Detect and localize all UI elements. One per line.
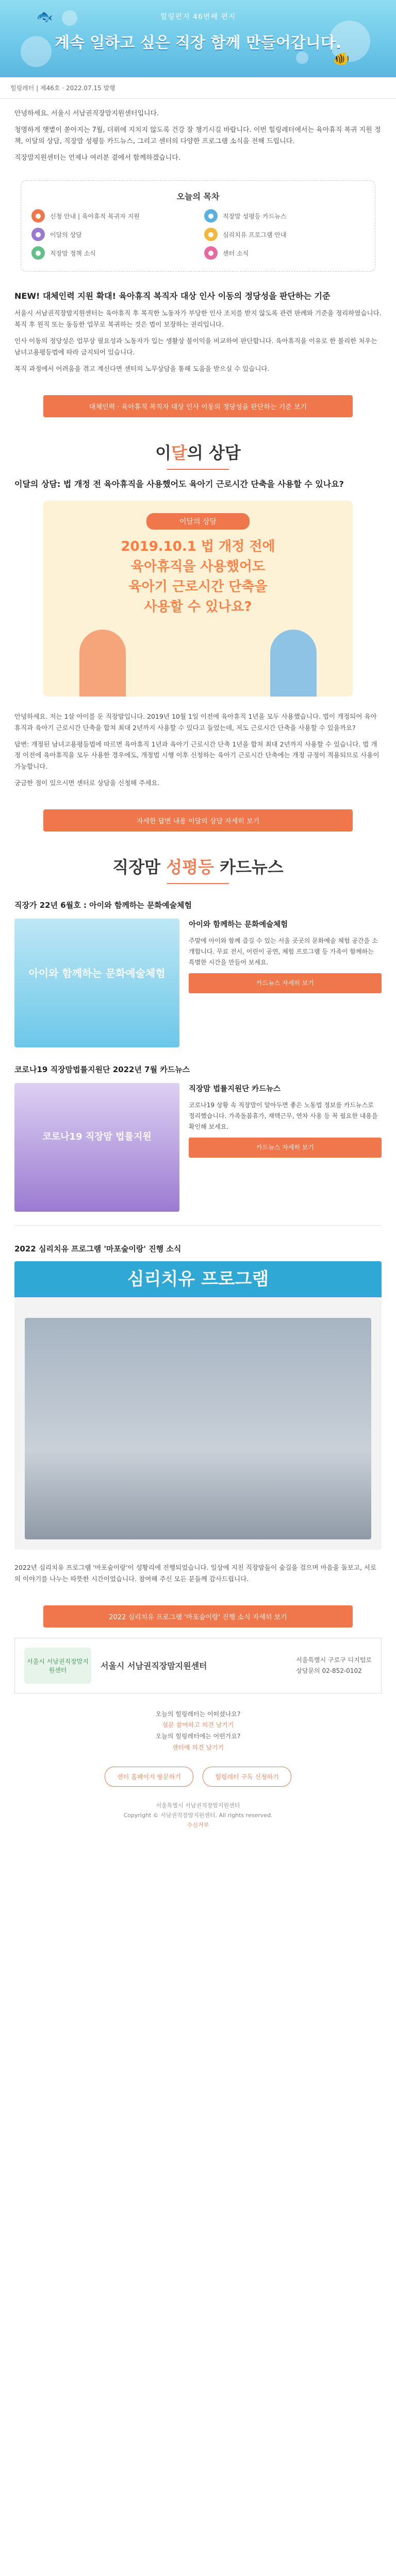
- heading-accent: 성평등: [166, 857, 214, 877]
- toc-title: 오늘의 목차: [176, 192, 220, 202]
- toc-item[interactable]: [204, 228, 365, 241]
- copyright-text: Copyright © 서남권직장맘지원센터. All rights reserved.: [123, 1811, 273, 1819]
- card-thumbnail[interactable]: 아이와 함께하는 문화예술체험: [14, 919, 179, 1047]
- heading-text: 이: [155, 443, 172, 463]
- consult-detail-button[interactable]: 자세한 답변 내용 이달의 상담 자세히 보기: [43, 809, 353, 832]
- policy-paragraph: 서울시 서남권직장맘지원센터는 육아휴직 후 복직한 노동자가 부당한 인사 조치를 받지 않도록 관련 판례와 기준을 정리하였습니다. 복직 후 원직 또는 동등한 업무로 복귀하는 것은 법이 보장하는 권리입니다.: [14, 309, 382, 329]
- consult-body: [0, 704, 396, 801]
- heading-accent: 달: [171, 443, 187, 463]
- toc-label: 센터 소식: [223, 249, 249, 257]
- toc-item[interactable]: [31, 246, 192, 260]
- policy-detail-button[interactable]: 대체인력 · 육아휴직 복직자 대상 인사 이동의 정당성을 판단하는 기준 보기: [43, 395, 353, 417]
- policy-paragraph: 복직 과정에서 어려움을 겪고 계신다면 센터의 노무상담을 통해 도움을 받으실 수 있습니다.: [14, 364, 270, 372]
- card-heading: 아이와 함께하는 문화예술체험: [189, 921, 288, 929]
- org-address: 서울특별시 구로구 디지털로 상담문의 02-852-0102: [296, 1656, 372, 1674]
- policy-section: [0, 279, 396, 386]
- person-illustration: [270, 630, 317, 697]
- survey-link[interactable]: 설문 참여하고 의견 남기기: [162, 1721, 234, 1729]
- consult-tag: 이달의 상담: [146, 513, 250, 530]
- cardnews-card: [0, 1077, 396, 1218]
- program-title: 2022 심리치유 프로그램 '마포숲이랑' 진행 소식: [14, 1244, 182, 1253]
- program-photo: [25, 1318, 371, 1539]
- org-name: 서울시 서남권직장맘지원센터: [101, 1661, 207, 1671]
- consult-illustration-text: 2019.10.1 법 개정 전에 육아휴직을 사용했어도 육아기 근로시간 단축을 사용할 수 있나요?: [121, 538, 275, 615]
- heading-text: 카드뉴스: [213, 857, 284, 877]
- card-title: 직장가 22년 6월호 : 아이와 함께하는 문화예술체험: [14, 901, 192, 910]
- hero-title: 계속 일하고 싶은 직장 함께 만들어갑니다.: [54, 34, 342, 52]
- toc-label: 직장맘 성평등 카드뉴스: [223, 212, 287, 220]
- program-body: [0, 1555, 396, 1597]
- hero-kicker: 힐링편지 46번째 편지: [160, 13, 236, 21]
- toc-label: 신청 안내 | 육아휴직 복귀자 지원: [50, 212, 140, 220]
- card-title: 코로나19 직장맘법률지원단 2022년 7월 카드뉴스: [14, 1065, 190, 1074]
- table-of-contents: [21, 180, 375, 272]
- card-heading: 직장맘 법률지원단 카드뉴스: [189, 1085, 281, 1093]
- bullet-icon: ●: [31, 209, 45, 223]
- toc-label: 심리치유 프로그램 안내: [223, 231, 287, 239]
- heading-text: 직장맘: [112, 857, 167, 877]
- unsubscribe-link[interactable]: 수신거부: [187, 1821, 209, 1828]
- bullet-icon: ●: [204, 228, 218, 241]
- policy-paragraph: 인사 이동의 정당성은 업무상 필요성과 노동자가 입는 생활상 불이익을 비교하여 판단합니다. 육아휴직을 이유로 한 불리한 처우는 남녀고용평등법에 따라 금지되어 있습니다.: [14, 337, 377, 356]
- toc-item[interactable]: [31, 209, 192, 223]
- person-illustration: [79, 630, 126, 697]
- subscribe-button[interactable]: 힐링레터 구독 신청하기: [203, 1767, 291, 1787]
- issue-meta: 힐링레터 | 제46호 · 2022.07.15 발행: [0, 77, 396, 99]
- center-logo: 서울시 서남권직장맘지원센터: [24, 1648, 91, 1684]
- fish-icon: 🐠: [333, 52, 350, 67]
- program-band: 심리치유 프로그램: [14, 1261, 382, 1297]
- consult-question: 이달의 상담: 법 개정 전 육아휴직을 사용했어도 육아기 근로시간 단축을 사용할 수 있나요?: [14, 479, 344, 489]
- heading-text: 의 상담: [187, 443, 241, 463]
- hero-banner: [0, 0, 396, 77]
- consult-illustration: [43, 501, 353, 697]
- survey-text: 오늘의 힐링레터는 어떠셨나요?: [155, 1710, 241, 1718]
- card-detail-button[interactable]: 카드뉴스 자세히 보기: [189, 973, 382, 993]
- greeting: [0, 99, 396, 173]
- consult-paragraph: 답변: 개정된 남녀고용평등법에 따르면 육아휴직 1년과 육아기 근로시간 단축 1년을 합쳐 최대 2년까지 사용할 수 있습니다. 법 개정 이전에 육아휴직을 모두 사용한 경우에도, 개정법 시행 이후 신청하는 육아기 근로시간 단축에는 개정 규정이 적용되므로 사용이 가능합니다.: [14, 740, 380, 771]
- greeting-line: 청명하게 햇볕이 쏟아지는 7월, 더위에 지치지 않도록 건강 잘 챙기시길 바랍니다. 이번 힐링레터에서는 육아휴직 복귀 지원 정책, 이달의 상담, 직장맘 성평등 카드뉴스, 그리고 센터의 다양한 프로그램 소식을 전해 드립니다.: [14, 126, 381, 146]
- bullet-icon: ●: [31, 228, 45, 241]
- survey: [0, 1704, 396, 1758]
- footer-contact: [14, 1638, 382, 1693]
- footer-buttons: [0, 1758, 396, 1795]
- bullet-icon: ●: [31, 246, 45, 260]
- greeting-line: 안녕하세요. 서울시 서남권직장맘지원센터입니다.: [14, 110, 159, 117]
- program-detail-button[interactable]: 2022 심리치유 프로그램 '마포숲이랑' 진행 소식 자세히 보기: [43, 1605, 353, 1628]
- copyright-org: 서울특별시 서남권직장맘지원센터: [156, 1802, 240, 1809]
- cardnews-heading: [0, 840, 396, 889]
- fish-icon: 🐟: [36, 9, 53, 25]
- toc-item[interactable]: [31, 228, 192, 241]
- consult-heading: [0, 426, 396, 475]
- toc-item[interactable]: [204, 209, 365, 223]
- card-detail-button[interactable]: 카드뉴스 자세히 보기: [189, 1138, 382, 1158]
- homepage-button[interactable]: 센터 홈페이지 방문하기: [105, 1767, 193, 1787]
- toc-label: 이달의 상담: [50, 231, 82, 239]
- card-text: 주말에 아이와 함께 즐길 수 있는 서울 곳곳의 문화예술 체험 공간을 소개합니다. 무료 전시, 어린이 공연, 체험 프로그램 등 가족이 함께하는 특별한 시간을 만들어 보세요.: [189, 937, 378, 967]
- card-text: 코로나19 상황 속 직장맘이 알아두면 좋은 노동법 정보를 카드뉴스로 정리했습니다. 가족돌봄휴가, 재택근무, 연차 사용 등 꼭 필요한 내용을 확인해 보세요.: [189, 1101, 378, 1131]
- toc-item[interactable]: [204, 246, 365, 260]
- survey-text: 오늘의 힐링레터에는 어떤가요?: [155, 1732, 241, 1740]
- consult-paragraph: 궁금한 점이 있으시면 센터로 상담을 신청해 주세요.: [14, 779, 160, 787]
- feedback-link[interactable]: 센터에 의견 남기기: [172, 1743, 224, 1751]
- bullet-icon: ●: [204, 246, 218, 260]
- bullet-icon: ●: [204, 209, 218, 223]
- toc-label: 직장맘 정책 소식: [50, 249, 96, 257]
- program-text: 2022년 심리치유 프로그램 '마포숲이랑'이 성황리에 진행되었습니다. 일상에 지친 직장맘들이 숲길을 걸으며 마음을 돌보고, 서로의 이야기를 나누는 따뜻한 시간이었습니다. 참여해 주신 모든 분들께 감사드립니다.: [14, 1564, 377, 1583]
- policy-heading: NEW! 대체인력 지원 확대! 육아휴직 복직자 대상 인사 이동의 정당성을 판단하는 기준: [14, 291, 331, 301]
- consult-paragraph: 안녕하세요. 저는 1살 아이를 둔 직장맘입니다. 2019년 10월 1일 이전에 육아휴직 1년을 모두 사용했습니다. 법이 개정되어 육아휴직과 육아기 근로시간 단축을 합쳐 최대 2년까지 사용할 수 있다고 들었는데, 저도 근로시간 단축을 사용할 수 있을까요?: [14, 712, 377, 732]
- copyright: [0, 1795, 396, 1845]
- cardnews-card: [0, 912, 396, 1054]
- card-thumbnail[interactable]: 코로나19 직장맘 법률지원: [14, 1083, 179, 1212]
- greeting-line: 직장맘지원센터는 언제나 여러분 곁에서 함께하겠습니다.: [14, 154, 181, 162]
- program-banner: [14, 1261, 382, 1550]
